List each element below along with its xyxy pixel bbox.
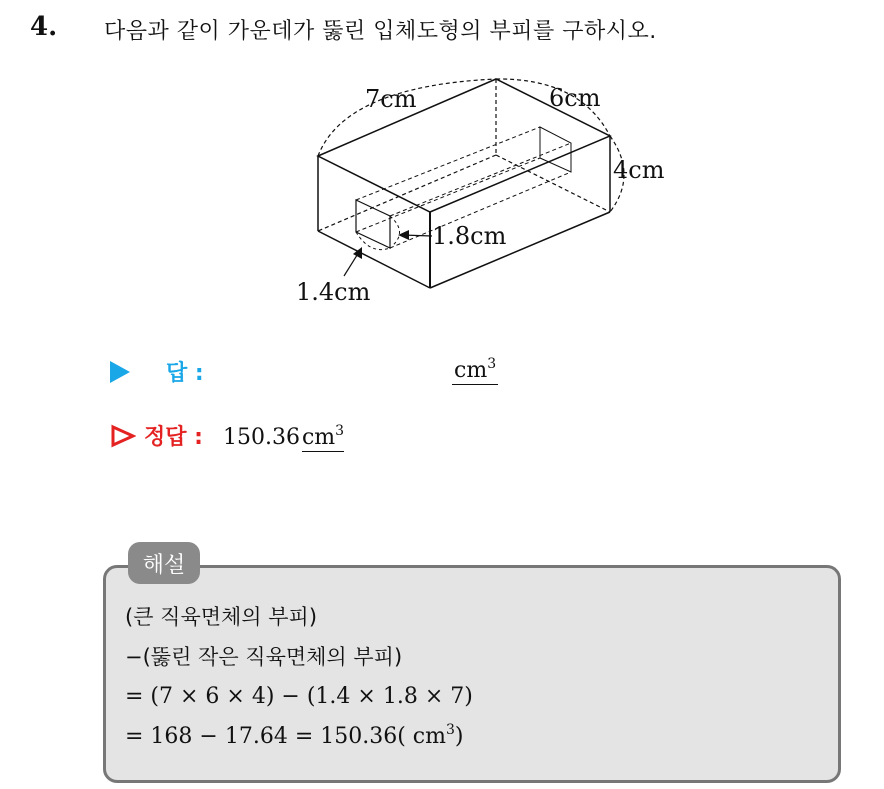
answer-label: 답 : bbox=[166, 361, 204, 386]
answer-blank-unit: $cm^3$ bbox=[454, 356, 497, 383]
correct-unit: $cm^3$ bbox=[301, 423, 345, 450]
play-triangle-icon bbox=[110, 361, 130, 383]
solution-line-1: (큰 직육면체의 부피) bbox=[125, 605, 318, 629]
correct-answer-row bbox=[110, 420, 344, 452]
solution-line-2: −(뚫린 작은 직육면체의 부피) bbox=[125, 645, 403, 669]
label-hole-width: 1.4cm bbox=[296, 278, 371, 306]
solution-line-3: = (7 × 6 × 4) − (1.4 × 1.8 × 7) bbox=[125, 684, 473, 709]
label-length: 7cm bbox=[365, 85, 417, 113]
label-hole-height: 1.8cm bbox=[432, 222, 507, 250]
outline-triangle-icon bbox=[110, 424, 136, 448]
label-height: 4cm bbox=[613, 156, 665, 184]
answer-row bbox=[110, 356, 204, 387]
question-number: 4. bbox=[30, 12, 58, 42]
box-figure bbox=[0, 0, 884, 340]
solution-line-4: = 168 − 17.64 = 150.36( $cm^3$) bbox=[125, 722, 464, 749]
solution-tab: 해설 bbox=[128, 542, 200, 584]
question-text: 다음과 같이 가운데가 뚫린 입체도형의 부피를 구하시오. bbox=[104, 19, 657, 44]
correct-label: 정답 : bbox=[144, 425, 203, 450]
solution-lines bbox=[125, 600, 473, 760]
label-width: 6cm bbox=[549, 84, 601, 112]
correct-value: 150.36 bbox=[222, 425, 300, 450]
